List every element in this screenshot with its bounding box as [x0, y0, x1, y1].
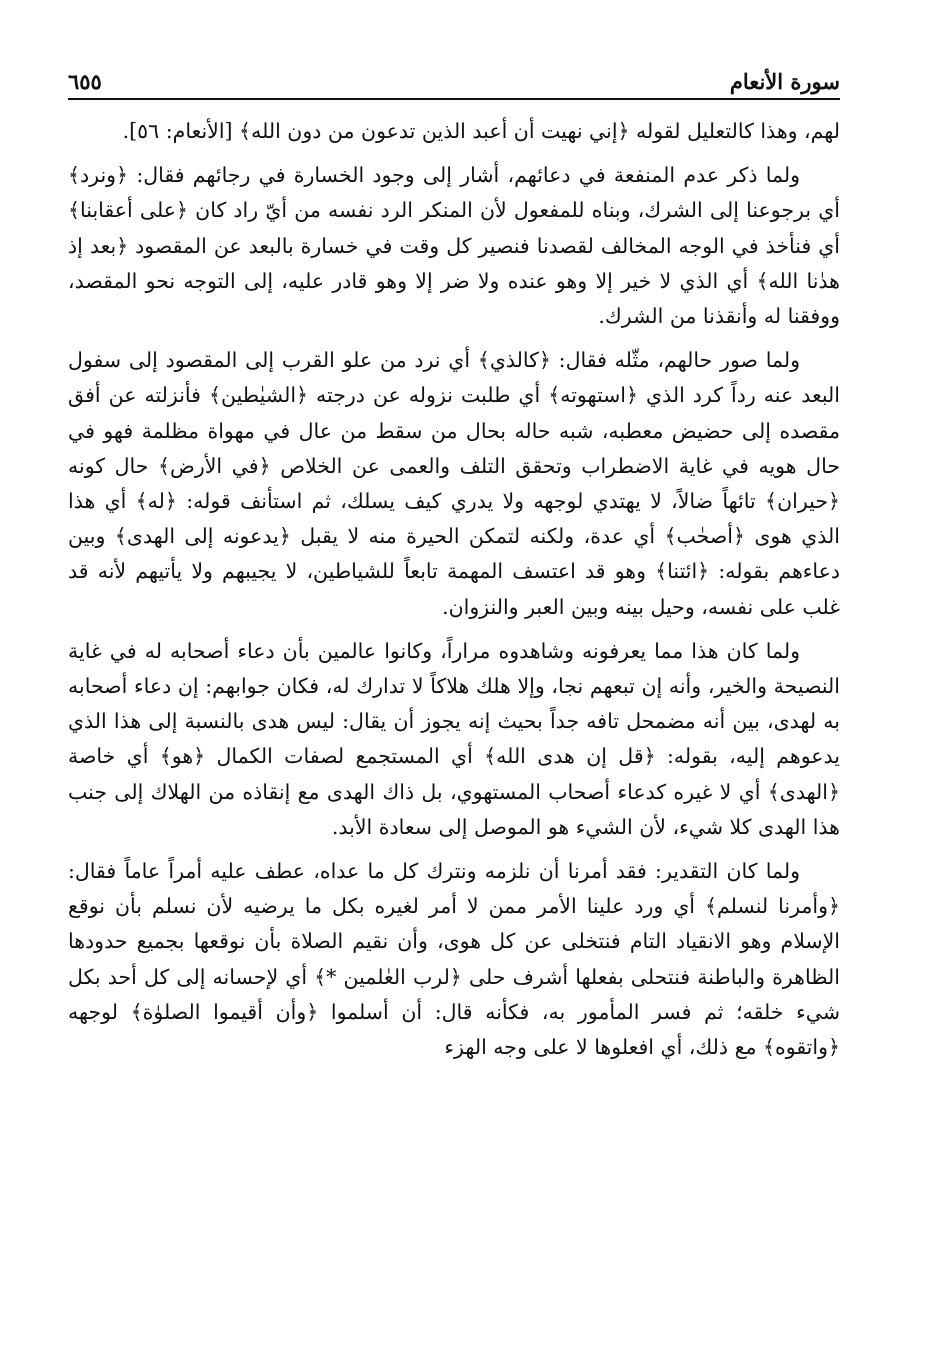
page-number: ٦٥٥ [68, 69, 102, 94]
paragraph: ولما ذكر عدم المنفعة في دعائهم، أشار إلى وجود الخسارة في رجائهم فقال: ﴿ونرد﴾ أي برجوعنا إلى الشرك، وبناه للمفعول لأن المنكر الرد نفسه من أيّ راد كان ﴿على أعقابنا﴾ أي فنأخذ في الوجه المخالف لقصدنا فنصير كل وقت في خسارة بالبعد عن المقصود ﴿بعد إذ هدٰنا الله﴾ أي الذي لا خير إلا وهو عنده ولا ضر إلا وهو قادر عليه، إلى التوجه نحو المقصد، ووفقنا له وأنقذنا من الشرك. [68, 163, 840, 329]
paragraph: ولما كان هذا مما يعرفونه وشاهدوه مراراً، وكانوا عالمين بأن دعاء أصحابه له في غاية النصيحة والخير، وأنه إن تبعهم نجا، وإلا هلك هلاكاً لا تدارك له، فكان جوابهم: إن دعاء أصحابه به لهدى، بين أنه مضمحل تافه جداً بحيث إنه يجوز أن يقال: ليس هدى بالنسبة إلى هذا الذي يدعوهم إليه، بقوله: ﴿قل إن هدى الله﴾ أي المستجمع لصفات الكمال ﴿هو﴾ أي خاصة ﴿الهدى﴾ أي لا غيره كدعاء أصحاب المستهوي، بل ذاك الهدى مع إنقاذه من الهلاك إلى جنب هذا الهدى كلا شيء، لأن الشيء هو الموصل إلى سعادة الأبد. [68, 638, 840, 839]
paragraph: ولما صور حالهم، مثّله فقال: ﴿كالذي﴾ أي نرد من علو القرب إلى المقصود إلى سفول البعد عنه رداً كرد الذي ﴿استهوته﴾ أي طلبت نزوله عن درجته ﴿الشيٰطين﴾ فأنزلته عن أفق مقصده إلى حضيض معطبه، شبه حاله بحال من سقط من عال في مهواة مظلمة فهو في حال هويه في غاية الاضطراب وتحقق التلف والعمى عن الخلاص ﴿في الأرض﴾ حال كونه ﴿حيران﴾ تائهاً ضالاً، لا يهتدي لوجهه ولا يدري كيف يسلك، ثم استأنف قوله: ﴿له﴾ أي هذا الذي هوى ﴿أصحٰب﴾ أي عدة، ولكنه لتمكن الحيرة منه لا يقبل ﴿يدعونه إلى الهدى﴾ وبين دعاءهم بقوله: ﴿ائتنا﴾ وهو قد اعتسف المهمة تابعاً للشياطين، لا يجيبهم ولا يأتيهم لأنه قد غلب على نفسه، وحيل بينه وبين العبر والنزوان. [68, 348, 840, 619]
paragraph-continuation: لهم، وهذا كالتعليل لقوله ﴿إني نهيت أن أعبد الذين تدعون من دون الله﴾ [الأنعام: ٥٦]. [122, 119, 840, 143]
page-header [68, 58, 840, 100]
page-body [68, 114, 840, 1065]
paragraph: ولما كان التقدير: فقد أمرنا أن نلزمه ونترك كل ما عداه، عطف عليه أمراً عاماً فقال: ﴿وأمرنا لنسلم﴾ أي ورد علينا الأمر ممن لا أمر لغيره بكل ما يرضيه لأن نسلم بأن نوقع الإسلام وهو الانقياد التام فنتخلى عن كل هوى، وأن نقيم الصلاة بأن نوقعها بجميع حدودها الظاهرة والباطنة فنتحلى بفعلها أشرف حلى ﴿لرب العٰلمين *﴾ أي لإحسانه إلى كل أحد بكل شيء خلقه؛ ثم فسر المأمور به، فكأنه قال: أن أسلموا ﴿وأن أقيموا الصلوٰة﴾ لوجهه ﴿واتقوه﴾ مع ذلك، أي افعلوها لا على وجه الهزء [68, 859, 840, 1060]
surah-name: سورة الأنعام [729, 69, 840, 94]
book-page [68, 58, 840, 1308]
